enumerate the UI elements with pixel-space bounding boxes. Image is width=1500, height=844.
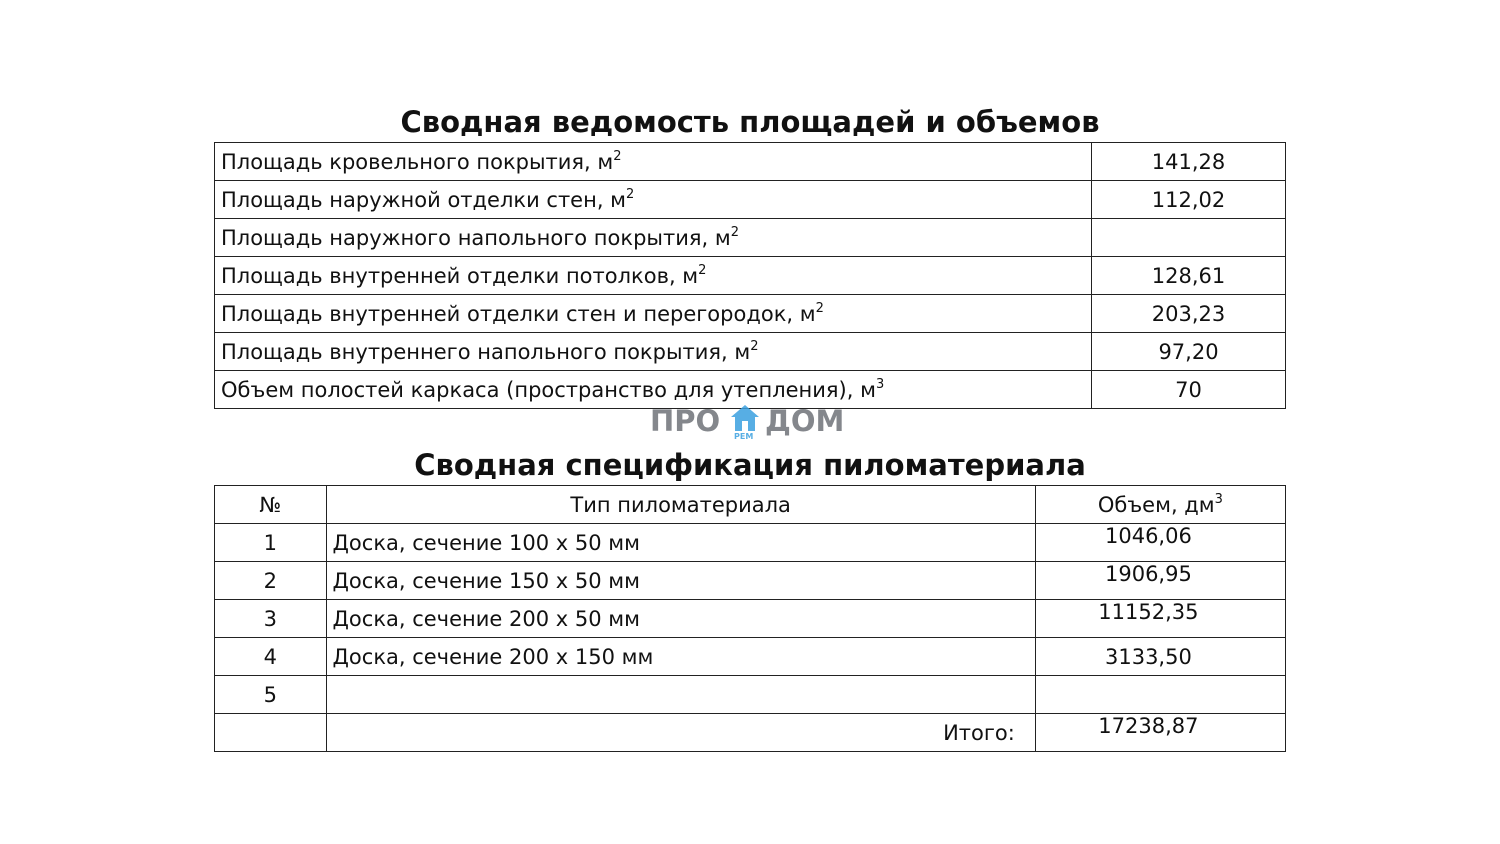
row-label: Площадь наружной отделки стен, $м^2$: [215, 181, 1092, 219]
row-label: Площадь внутреннего напольного покрытия, $м^2$: [215, 333, 1092, 371]
total-empty-cell: [215, 714, 327, 752]
watermark-logo: [650, 404, 850, 444]
row-volume: 11152,35: [1035, 600, 1285, 638]
lumber-title: Сводная спецификация пиломатериала: [414, 448, 1086, 482]
table-row: [215, 638, 1286, 676]
table-row: [215, 295, 1286, 333]
watermark-right-text: ДОМ: [765, 404, 845, 438]
row-type: [326, 676, 1035, 714]
row-volume: 1906,95: [1035, 562, 1285, 600]
row-value: 112,02: [1092, 181, 1286, 219]
table-total-row: [215, 714, 1286, 752]
row-type: Доска, сечение 100 х 50 мм: [326, 524, 1035, 562]
row-label: Площадь наружного напольного покрытия, $м^2$: [215, 219, 1092, 257]
row-num: 1: [215, 524, 327, 562]
total-value: 17238,87: [1035, 714, 1285, 752]
header-num: №: [215, 486, 327, 524]
summary-table: [214, 142, 1286, 409]
row-label: Площадь кровельного покрытия, $м^2$: [215, 143, 1092, 181]
table-row: [215, 257, 1286, 295]
watermark-left-text: ПРО: [650, 404, 721, 438]
total-label: Итого:: [326, 714, 1035, 752]
row-label: Площадь внутренней отделки стен и перегородок, $м^2$: [215, 295, 1092, 333]
row-volume: [1035, 676, 1285, 714]
header-type: Тип пиломатериала: [326, 486, 1035, 524]
table-row: [215, 676, 1286, 714]
row-volume: 1046,06: [1035, 524, 1285, 562]
row-type: Доска, сечение 150 х 50 мм: [326, 562, 1035, 600]
lumber-table: [214, 485, 1286, 752]
row-value: 141,28: [1092, 143, 1286, 181]
table-row: [215, 600, 1286, 638]
row-value: 70: [1092, 371, 1286, 409]
row-num: 3: [215, 600, 327, 638]
row-type: Доска, сечение 200 х 50 мм: [326, 600, 1035, 638]
table-row: [215, 524, 1286, 562]
table-row: [215, 333, 1286, 371]
table-header-row: [215, 486, 1286, 524]
summary-title: Сводная ведомость площадей и объемов: [400, 105, 1100, 139]
table-row: [215, 219, 1286, 257]
row-num: 5: [215, 676, 327, 714]
row-label: Объем полостей каркаса (пространство для утепления), $м^3$: [215, 371, 1092, 409]
row-value: 203,23: [1092, 295, 1286, 333]
row-value: 128,61: [1092, 257, 1286, 295]
header-volume: Объем, $дм^3$: [1035, 486, 1285, 524]
row-label: Площадь внутренней отделки потолков, $м^2$: [215, 257, 1092, 295]
table-row: [215, 181, 1286, 219]
row-type: Доска, сечение 200 х 150 мм: [326, 638, 1035, 676]
row-value: 97,20: [1092, 333, 1286, 371]
table-row: [215, 143, 1286, 181]
row-volume: 3133,50: [1035, 638, 1285, 676]
house-icon: [730, 404, 760, 432]
table-row: [215, 562, 1286, 600]
row-num: 2: [215, 562, 327, 600]
row-num: 4: [215, 638, 327, 676]
row-value: [1092, 219, 1286, 257]
table-row: [215, 371, 1286, 409]
watermark-small-text: РЕМ: [734, 432, 754, 441]
